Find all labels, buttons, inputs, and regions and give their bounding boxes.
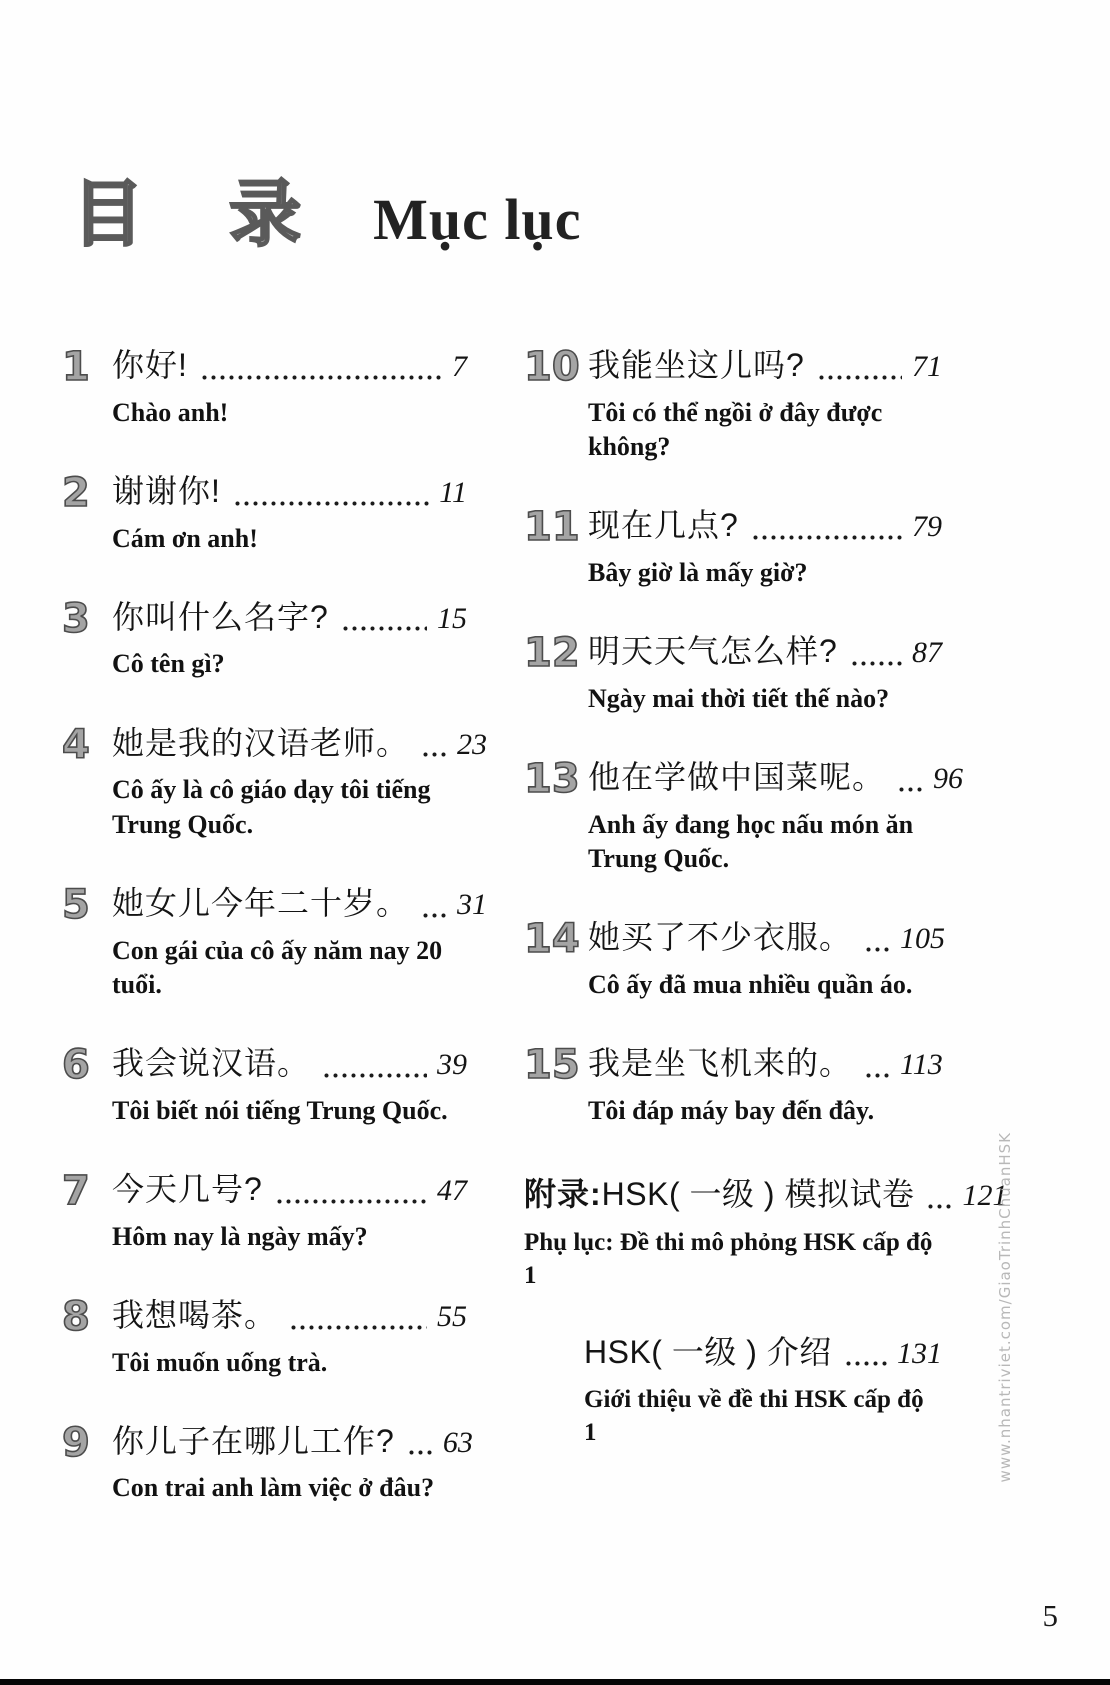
entry-title-vietnamese: Cám ơn anh! <box>112 523 258 553</box>
entry-title-vietnamese: Cô ấy đã mua nhiều quần áo. <box>588 969 913 999</box>
entry-number: 15 <box>524 1042 580 1089</box>
dot-leader <box>421 913 447 918</box>
entry-title-chinese: 谢谢你! <box>112 472 221 509</box>
toc-entry <box>524 505 942 590</box>
entry-page-number: 31 <box>457 887 488 921</box>
entry-title-vietnamese: Tôi biết nói tiếng Trung Quốc. <box>112 1095 448 1125</box>
entry-title-chinese: 她买了不少衣服。 <box>588 919 853 956</box>
entry-title-chinese: 现在几点? <box>588 507 739 544</box>
entry-page-number: 23 <box>457 727 488 761</box>
dot-leader <box>289 1325 427 1330</box>
entry-number: 2 <box>62 469 90 516</box>
toc-appendix-entry <box>524 1169 1008 1292</box>
toc-entry <box>62 721 488 842</box>
dot-leader <box>421 752 447 757</box>
entry-title-vietnamese: Bây giờ là mấy giờ? <box>588 557 808 587</box>
entry-page-number: 39 <box>437 1048 467 1082</box>
toc-entry <box>524 916 946 1002</box>
toc-entry <box>524 345 942 464</box>
publisher-watermark: www.nhantriviet.com/GiaoTrinhChuanHSK <box>996 1132 1014 1483</box>
toc-entry <box>62 471 467 556</box>
entry-number: 14 <box>524 916 580 963</box>
title-chinese: 目 录 <box>72 172 332 256</box>
toc-column-left <box>62 344 488 1547</box>
entry-title-vietnamese: Tôi đáp máy bay đến đây. <box>588 1095 875 1125</box>
entry-title-vietnamese: Chào anh! <box>112 397 229 427</box>
entry-title-vietnamese: Tôi có thể ngồi ở đây được không? <box>588 397 883 461</box>
entry-page-number: 79 <box>912 510 942 544</box>
entry-title-chinese: 她女儿今年二十岁。 <box>112 884 410 921</box>
entry-page-number: 71 <box>912 350 942 383</box>
toc-entry <box>62 1169 467 1254</box>
toc-entry <box>62 345 467 430</box>
entry-page-number: 96 <box>933 762 964 796</box>
entry-page-number: 55 <box>437 1299 467 1333</box>
entry-number: 9 <box>62 1419 90 1466</box>
entry-number: 3 <box>62 595 90 642</box>
entry-title-vietnamese: Anh ấy đang học nấu món ăn Trung Quốc. <box>588 809 914 873</box>
entry-title-chinese: 我想喝茶。 <box>112 1296 278 1333</box>
entry-title-vietnamese: Con trai anh làm việc ở đâu? <box>112 1473 435 1503</box>
entry-number: 12 <box>524 630 580 677</box>
dot-leader <box>864 947 890 952</box>
title-vietnamese: Mục lục <box>373 187 582 252</box>
entry-number: 5 <box>62 881 90 928</box>
entry-title-vietnamese: Tôi muốn uống trà. <box>112 1347 328 1377</box>
dot-leader <box>407 1450 433 1455</box>
entry-title-vietnamese: Cô ấy là cô giáo dạy tôi tiếng Trung Quốc. <box>112 775 431 839</box>
entry-title-chinese: 你好! <box>112 347 188 383</box>
entry-title-vietnamese: Cô tên gì? <box>112 649 225 679</box>
dot-leader <box>926 1204 952 1209</box>
entry-title-chinese: 他在学做中国菜呢。 <box>588 759 886 796</box>
entry-title-chinese: 我会说汉语。 <box>112 1045 311 1082</box>
toc-entry <box>62 1295 467 1380</box>
dot-leader <box>751 535 902 540</box>
entry-number: 13 <box>524 756 580 803</box>
entry-number: 10 <box>524 344 580 390</box>
entry-title-chinese: HSK( 一级 ) 介绍 <box>584 1333 832 1370</box>
entry-number: 1 <box>62 344 90 390</box>
entry-title-chinese: 我是坐飞机来的。 <box>588 1045 853 1082</box>
entry-title-chinese: 今天几号? <box>112 1171 263 1208</box>
entry-page-number: 105 <box>900 922 946 956</box>
page-title <box>72 172 582 256</box>
toc-entry <box>524 1043 942 1128</box>
scan-edge-bar <box>0 1679 1110 1685</box>
entry-page-number: 15 <box>437 601 467 635</box>
entry-title-chinese: 她是我的汉语老师。 <box>112 724 410 761</box>
entry-page-number: 7 <box>452 350 467 383</box>
toc-entry <box>524 756 964 876</box>
entry-title-chinese: HSK( 一级 ) 模拟试卷 <box>601 1176 915 1213</box>
entry-page-number: 87 <box>912 636 942 670</box>
dot-leader <box>817 375 902 380</box>
entry-number: 11 <box>524 504 580 551</box>
entry-page-number: 63 <box>442 1425 473 1459</box>
toc-entry <box>62 1043 467 1128</box>
toc-appendix-entry <box>524 1332 942 1450</box>
entry-title-chinese: 你儿子在哪儿工作? <box>112 1422 395 1459</box>
entry-title-vietnamese: Ngày mai thời tiết thế nào? <box>588 683 890 713</box>
dot-leader <box>200 375 442 380</box>
dot-leader <box>864 1073 890 1078</box>
page-number: 5 <box>1042 1598 1058 1633</box>
dot-leader <box>233 501 429 506</box>
toc-entry <box>62 1419 473 1506</box>
dot-leader <box>275 1199 427 1204</box>
dot-leader <box>322 1073 427 1078</box>
entry-number: 7 <box>62 1168 90 1215</box>
dot-leader <box>850 661 902 666</box>
entry-title-chinese: 我能坐这儿吗? <box>588 347 805 383</box>
entry-number: 8 <box>62 1293 90 1340</box>
entry-number: 4 <box>62 721 90 768</box>
entry-number: 6 <box>62 1042 90 1089</box>
entry-page-number: 11 <box>439 475 467 509</box>
dot-leader <box>341 626 427 631</box>
entry-title-chinese: 你叫什么名字? <box>112 598 329 635</box>
entry-title-vietnamese: Hôm nay là ngày mấy? <box>112 1221 368 1251</box>
appendix-label-chinese: 附录: <box>524 1176 602 1213</box>
entry-title-vietnamese: Phụ lục: Đề thi mô phỏng HSK cấp độ 1 <box>524 1228 933 1289</box>
dot-leader <box>844 1361 887 1366</box>
entry-title-vietnamese: Con gái của cô ấy năm nay 20 tuổi. <box>112 935 443 999</box>
entry-page-number: 131 <box>897 1336 942 1370</box>
toc-entry <box>62 597 467 682</box>
toc-entry <box>62 881 488 1002</box>
dot-leader <box>897 787 923 792</box>
entry-title-chinese: 明天天气怎么样? <box>588 633 838 670</box>
entry-page-number: 113 <box>900 1048 943 1082</box>
entry-page-number: 121 <box>962 1179 1008 1213</box>
toc-entry <box>524 631 942 716</box>
entry-title-vietnamese: Giới thiệu về đề thi HSK cấp độ 1 <box>584 1386 924 1447</box>
entry-page-number: 47 <box>437 1174 467 1208</box>
